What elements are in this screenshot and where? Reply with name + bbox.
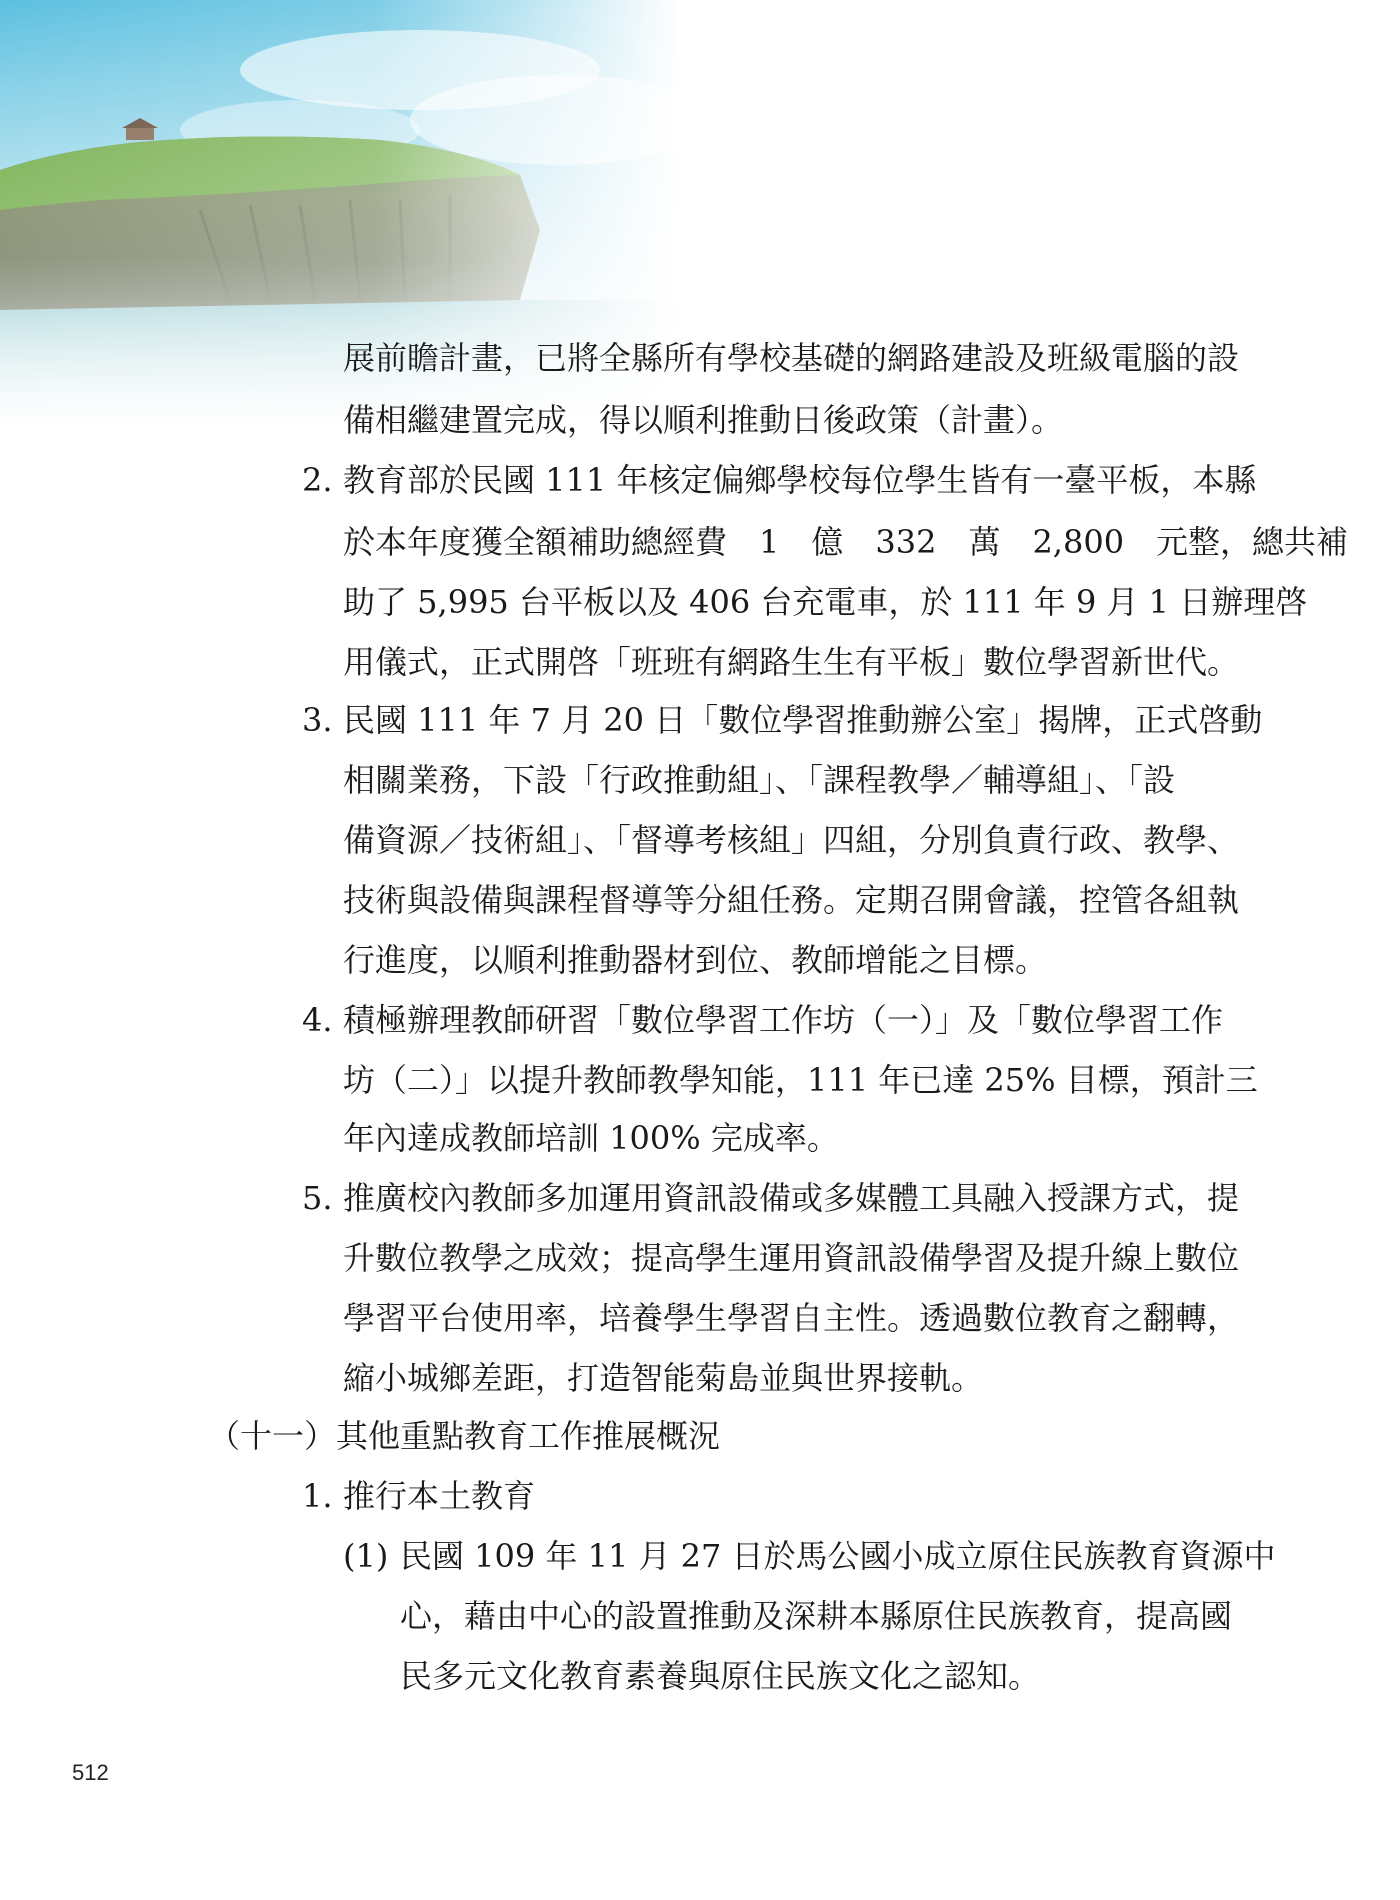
paragraph-line: 用儀式，正式開啓「班班有網路生生有平板」數位學習新世代。 — [343, 643, 1240, 681]
list-number: 5. — [302, 1179, 333, 1217]
subsection-title: 推行本土教育 — [343, 1477, 536, 1515]
list-number: (1) — [343, 1537, 389, 1575]
paragraph-line: 民多元文化教育素養與原住民族文化之認知。 — [400, 1657, 1041, 1695]
paragraph-line: 展前瞻計畫，已將全縣所有學校基礎的網路建設及班級電腦的設 — [343, 339, 1240, 377]
list-number: 4. — [302, 1001, 333, 1039]
paragraph-line: 備相繼建置完成，得以順利推動日後政策（計畫）。 — [343, 401, 1064, 439]
page-number: 512 — [72, 1760, 109, 1785]
paragraph-line: 坊（二）」以提升教師教學知能，111 年已達 25% 目標，預計三 — [343, 1061, 1258, 1099]
paragraph-line: 年內達成教師培訓 100% 完成率。 — [343, 1119, 839, 1157]
paragraph-line: 心，藉由中心的設置推動及深耕本縣原住民族教育，提高國 — [400, 1597, 1233, 1635]
paragraph-line: 積極辦理教師研習「數位學習工作坊（一）」及「數位學習工作 — [343, 1001, 1224, 1039]
paragraph-line: 縮小城鄉差距，打造智能菊島並與世界接軌。 — [343, 1359, 984, 1397]
paragraph-line: 於本年度獲全額補助總經費 1 億 332 萬 2,800 元整，總共補 — [343, 523, 1349, 561]
paragraph-line: 行進度，以順利推動器材到位、教師增能之目標。 — [343, 941, 1048, 979]
list-number: 2. — [302, 461, 333, 499]
paragraph-line: 推廣校內教師多加運用資訊設備或多媒體工具融入授課方式，提 — [343, 1179, 1240, 1217]
paragraph-line: 助了 5,995 台平板以及 406 台充電車，於 111 年 9 月 1 日辦理啓 — [343, 583, 1308, 621]
paragraph-line: 民國 111 年 7 月 20 日「數位學習推動辦公室」揭牌，正式啓動 — [343, 701, 1263, 739]
paragraph-line: 學習平台使用率，培養學生學習自主性。透過數位教育之翻轉， — [343, 1299, 1240, 1337]
list-number: 3. — [302, 701, 333, 739]
paragraph-line: 教育部於民國 111 年核定偏鄉學校每位學生皆有一臺平板，本縣 — [343, 461, 1257, 499]
paragraph-line: 技術與設備與課程督導等分組任務。定期召開會議，控管各組執 — [343, 881, 1240, 919]
section-heading: （十一）其他重點教育工作推展概況 — [208, 1417, 721, 1455]
paragraph-line: 備資源／技術組」、「督導考核組」四組，分別負責行政、教學、 — [343, 821, 1240, 859]
paragraph-line: 相關業務，下設「行政推動組」、「課程教學／輔導組」、「設 — [343, 761, 1176, 799]
paragraph-line: 民國 109 年 11 月 27 日於馬公國小成立原住民族教育資源中 — [400, 1537, 1276, 1575]
paragraph-line: 升數位教學之成效；提高學生運用資訊設備學習及提升線上數位 — [343, 1239, 1240, 1277]
list-number: 1. — [302, 1477, 333, 1515]
